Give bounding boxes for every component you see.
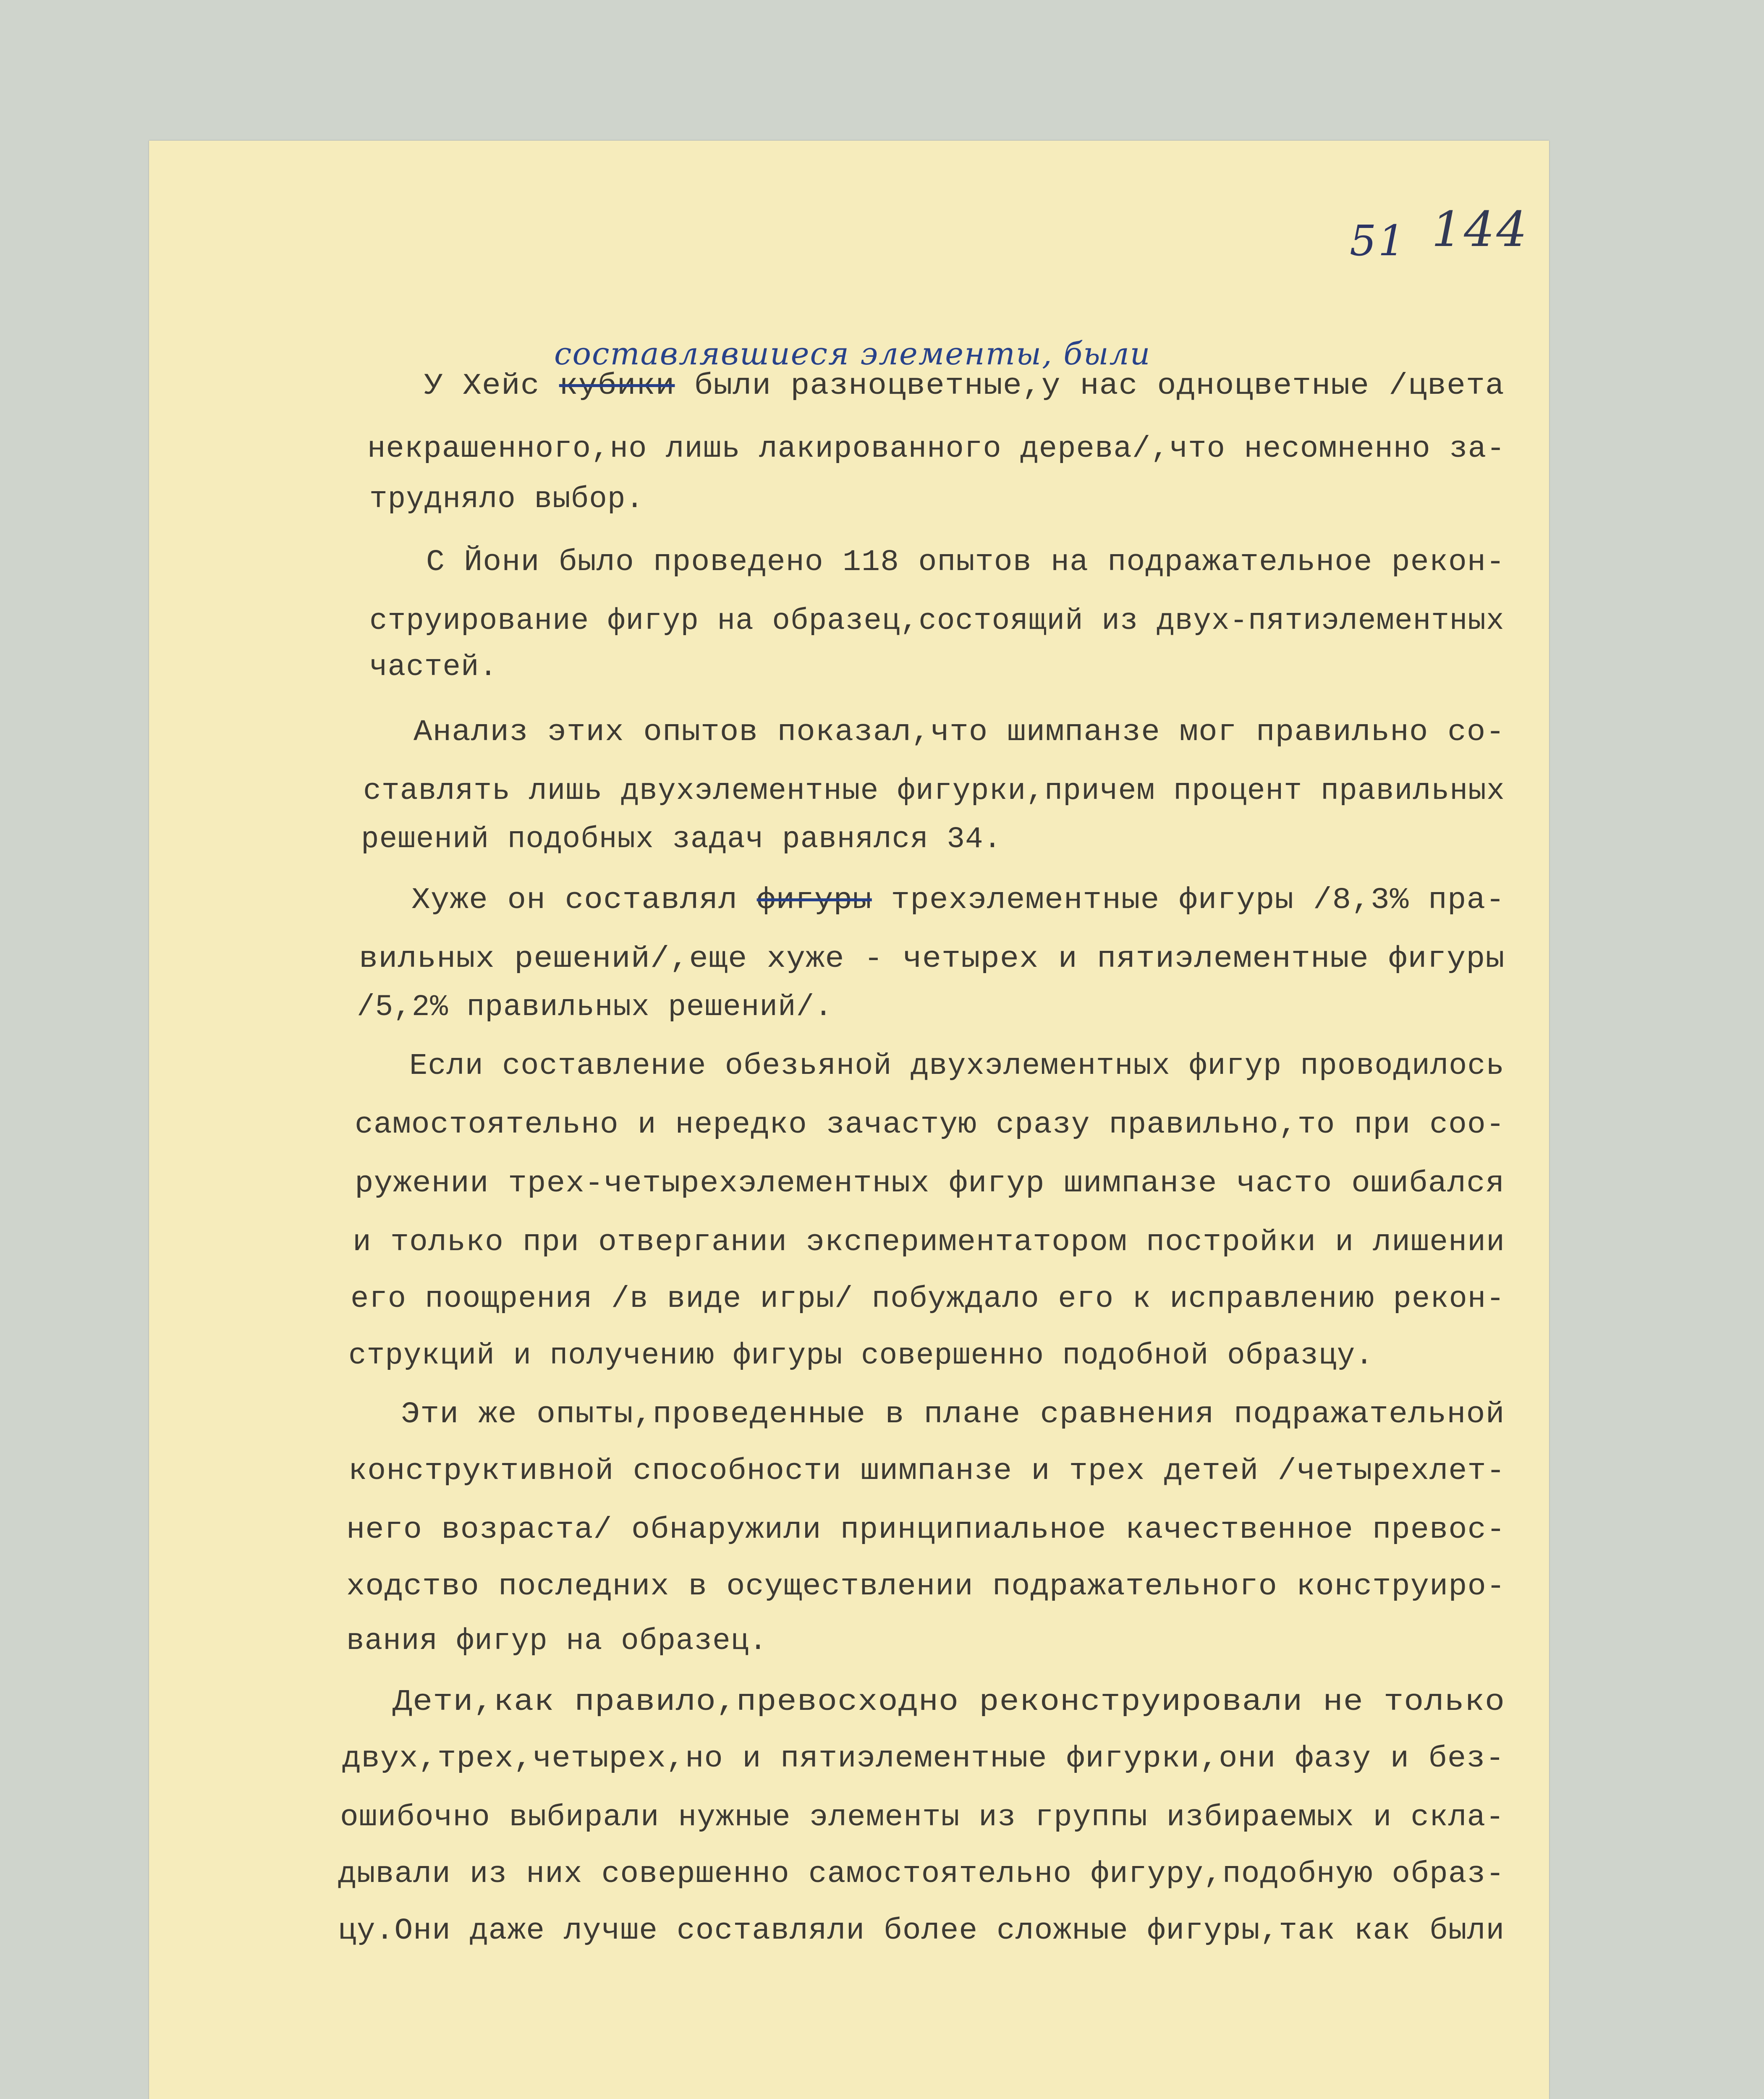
text-line: частей.: [369, 651, 498, 684]
text-line: Хуже он составлял фигуры трехэлементные фигуры /8,3% пра-: [411, 884, 1505, 917]
text-line: Дети,как правило,превосходно реконструировали не только: [393, 1685, 1505, 1719]
text-line: самостоятельно и нередко зачастую сразу правильно,то при соо-: [355, 1108, 1505, 1142]
text-line: трудняло выбор.: [369, 483, 644, 516]
text-line: Анализ этих опытов показал,что шимпанзе мог правильно со-: [414, 716, 1505, 749]
struck-word: кубики: [559, 369, 675, 403]
text-line: С Йони было проведено 118 опытов на подражательное рекон-: [426, 546, 1505, 579]
sheet-number: 144: [1432, 202, 1529, 258]
text-line: вания фигур на образец.: [346, 1625, 767, 1658]
text-line: струирование фигур на образец,состоящий из двух-пятиэлементных: [369, 605, 1505, 638]
text-line: некрашенного,но лишь лакированного дерева/,что несомненно за-: [367, 432, 1505, 466]
text-line: и только при отвергании экспериментатором постройки и лишении: [353, 1226, 1505, 1259]
text-line: ставлять лишь двухэлементные фигурки,причем процент правильных: [363, 775, 1505, 808]
text-line: /5,2% правильных решений/.: [357, 991, 833, 1024]
text-line: решений подобных задач равнялся 34.: [361, 823, 1002, 856]
text-line: ходство последних в осуществлении подражательного конструиро-: [346, 1570, 1506, 1604]
text-line: его поощрения /в виде игры/ побуждало его к исправлению рекон-: [351, 1282, 1505, 1316]
text-line: струкций и получению фигуры совершенно подобной образцу.: [348, 1339, 1374, 1373]
text-line: конструктивной способности шимпанзе и трех детей /четырехлет-: [348, 1455, 1505, 1488]
struck-word: фигуры: [756, 884, 872, 917]
text-line: дывали из них совершенно самостоятельно фигуру,подобную образ-: [338, 1858, 1505, 1891]
page-number: 51: [1350, 216, 1407, 265]
text-line: Эти же опыты,проведенные в плане сравнения подражательной: [401, 1398, 1505, 1432]
text-line: У Хейс кубики были разноцветные,у нас одноцветные /цвета: [424, 369, 1505, 403]
text-line: ошибочно выбирали нужные элементы из группы избираемых и скла-: [340, 1801, 1505, 1835]
text-line: ружении трех-четырехэлементных фигур шимпанзе часто ошибался: [355, 1167, 1505, 1201]
text-line: Если составление обезьяной двухэлементных фигур проводилось: [409, 1050, 1505, 1083]
text-line: цу.Они даже лучше составляли более сложные фигуры,так как были: [338, 1914, 1505, 1948]
text-line: двух,трех,четырех,но и пятиэлементные фигурки,они фазу и без-: [342, 1742, 1505, 1776]
text-line: него возраста/ обнаружили принципиальное качественное превос-: [346, 1513, 1506, 1547]
text-line: вильных решений/,еще хуже - четырех и пятиэлементные фигуры: [359, 942, 1505, 976]
handwritten-insertion: составлявшиеся элементы, были: [554, 336, 1151, 372]
